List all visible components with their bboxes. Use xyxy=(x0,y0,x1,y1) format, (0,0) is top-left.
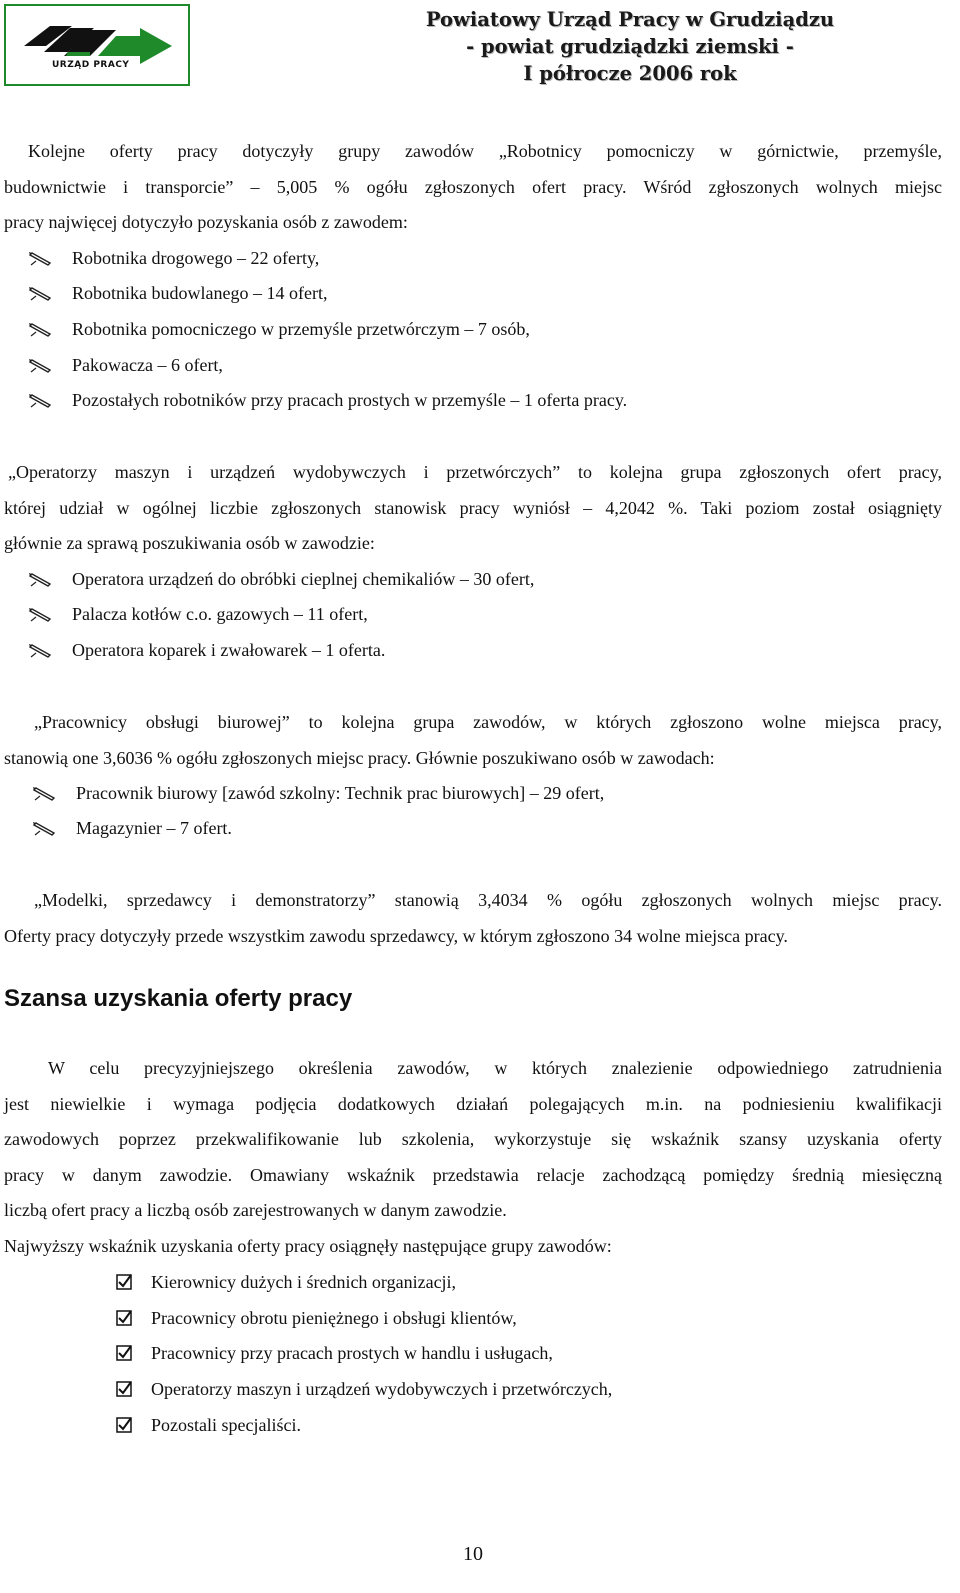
list-item-text: Robotnika budowlanego – 14 ofert, xyxy=(72,283,328,303)
paragraph-line: pracy w danym zawodzie. Omawiany wskaźnik przedstawia relacje zachodzącą pomiędzy średnią miesięczną xyxy=(4,1164,942,1185)
pen-bullet-icon xyxy=(28,572,52,588)
document-header xyxy=(300,6,960,87)
paragraph-pracownicy-biurowi xyxy=(4,705,942,776)
list-item xyxy=(116,1372,612,1408)
list-item xyxy=(28,597,368,633)
list-item-text: Robotnika pomocniczego w przemyśle przetwórczym – 7 osób, xyxy=(72,319,530,339)
paragraph-line: liczbą ofert pracy a liczbą osób zarejestrowanych w danym zawodzie. xyxy=(4,1200,507,1221)
list-item-text: Pozostałych robotników przy pracach prostych w przemyśle – 1 oferta pracy. xyxy=(72,390,628,410)
paragraph-operatorzy xyxy=(4,455,942,562)
list-item xyxy=(28,348,223,384)
list-item xyxy=(28,633,385,669)
header-title: Powiatowy Urząd Pracy w Grudziądzu xyxy=(425,8,835,31)
checkbox-checked-icon xyxy=(116,1310,132,1326)
paragraph-line: pracy najwięcej dotyczyło pozyskania osób z zawodem: xyxy=(4,212,408,233)
pen-bullet-icon xyxy=(28,322,52,338)
header-period: I półrocze 2006 rok xyxy=(523,62,737,85)
checkbox-checked-icon xyxy=(116,1345,132,1361)
paragraph-wskaznik xyxy=(4,1051,942,1229)
paragraph-line: zawodowych poprzez przekwalifikowanie lub szkolenia, wykorzystuje się wskaźnik szansy uzyskania oferty xyxy=(4,1129,942,1150)
list-item xyxy=(28,241,319,277)
paragraph-line: budownictwie i transporcie” – 5,005 % ogółu zgłoszonych ofert pracy. Wśród zgłoszonych wolnych miejsc xyxy=(4,176,942,197)
list-item-text: Pakowacza – 6 ofert, xyxy=(72,355,223,375)
section-heading: Szansa uzyskania oferty pracy xyxy=(4,985,353,1012)
paragraph-line: Kolejne oferty pracy dotyczyły grupy zawodów „Robotnicy pomocniczy w górnictwie, przemyśle, xyxy=(28,141,942,161)
logo-arrow-graphic xyxy=(6,6,188,84)
list-item-text: Pracownik biurowy [zawód szkolny: Technik prac biurowych] – 29 ofert, xyxy=(76,783,605,803)
pen-bullet-icon xyxy=(28,286,52,302)
list-item xyxy=(28,562,534,598)
list-item xyxy=(28,312,530,348)
list-item-text: Palacza kotłów c.o. gazowych – 11 ofert, xyxy=(72,604,368,624)
pen-bullet-icon xyxy=(28,393,52,409)
paragraph-robotnicy xyxy=(4,134,942,241)
paragraph-line: której udział w ogólnej liczbie zgłoszonych stanowisk pracy wyniósł – 4,2042 %. Taki poziom został osiągnięty xyxy=(4,497,942,518)
paragraph-line: W celu precyzyjniejszego określenia zawodów, w których znalezienie odpowiedniego zatrudnienia xyxy=(48,1058,942,1078)
list-item-text: Pracownicy przy pracach prostych w handlu i usługach, xyxy=(151,1343,553,1363)
paragraph-line: Oferty pracy dotyczyły przede wszystkim zawodu sprzedawcy, w którym zgłoszono 34 wolne miejsca pracy. xyxy=(4,925,788,946)
list-item-text: Operatorzy maszyn i urządzeń wydobywczych i przetwórczych, xyxy=(151,1379,613,1399)
list-item-text: Magazynier – 7 ofert. xyxy=(76,818,232,838)
logo-text: URZĄD PRACY xyxy=(52,60,130,70)
list-item xyxy=(32,811,232,847)
paragraph-line: „Operatorzy maszyn i urządzeń wydobywczych i przetwórczych” to kolejna grupa zgłoszonych ofert pracy, xyxy=(8,462,942,482)
list-item xyxy=(28,383,627,419)
list-item-text: Operatora urządzeń do obróbki cieplnej chemikaliów – 30 ofert, xyxy=(72,569,535,589)
pen-bullet-icon xyxy=(28,643,52,659)
list-item-text: Robotnika drogowego – 22 oferty, xyxy=(72,248,320,268)
paragraph-najwyzszy-wskaznik xyxy=(4,1229,942,1265)
list-item-text: Kierownicy dużych i średnich organizacji, xyxy=(151,1272,457,1292)
pen-bullet-icon xyxy=(28,251,52,267)
pen-bullet-icon xyxy=(28,607,52,623)
header-subtitle: - powiat grudziądzki ziemski - xyxy=(466,35,794,58)
list-item xyxy=(116,1301,517,1337)
pen-bullet-icon xyxy=(32,821,56,837)
page-number: 10 xyxy=(463,1543,483,1565)
list-item xyxy=(116,1265,456,1301)
list-item-text: Operatora koparek i zwałowarek – 1 oferta. xyxy=(72,640,386,660)
checkbox-checked-icon xyxy=(116,1274,132,1290)
list-item xyxy=(116,1336,553,1372)
paragraph-line: „Pracownicy obsługi biurowej” to kolejna grupa zawodów, w których zgłoszono wolne miejsca pracy, xyxy=(34,712,942,732)
list-item xyxy=(32,776,604,812)
checkbox-checked-icon xyxy=(116,1417,132,1433)
list-item xyxy=(28,276,327,312)
paragraph-line: stanowią one 3,6036 % ogółu zgłoszonych miejsc pracy. Głównie poszukiwano osób w zawodach: xyxy=(4,747,715,768)
pen-bullet-icon xyxy=(28,358,52,374)
urzad-pracy-logo xyxy=(4,4,190,86)
paragraph-line: Najwyższy wskaźnik uzyskania oferty pracy osiągnęły następujące grupy zawodów: xyxy=(4,1236,612,1256)
paragraph-line: „Modelki, sprzedawcy i demonstratorzy” stanowią 3,4034 % ogółu zgłoszonych wolnych miejsc pracy. xyxy=(34,890,942,910)
paragraph-sprzedawcy xyxy=(4,883,942,954)
list-item-text: Pozostali specjaliści. xyxy=(151,1415,301,1435)
list-item-text: Pracownicy obrotu pieniężnego i obsługi klientów, xyxy=(151,1308,517,1328)
paragraph-line: głównie za sprawą poszukiwania osób w zawodzie: xyxy=(4,533,375,554)
checkbox-checked-icon xyxy=(116,1381,132,1397)
pen-bullet-icon xyxy=(32,786,56,802)
list-item xyxy=(116,1408,301,1444)
paragraph-line: jest niewielkie i wymaga podjęcia dodatkowych działań polegających m.in. na podniesieniu kwalifikacji xyxy=(4,1093,942,1114)
